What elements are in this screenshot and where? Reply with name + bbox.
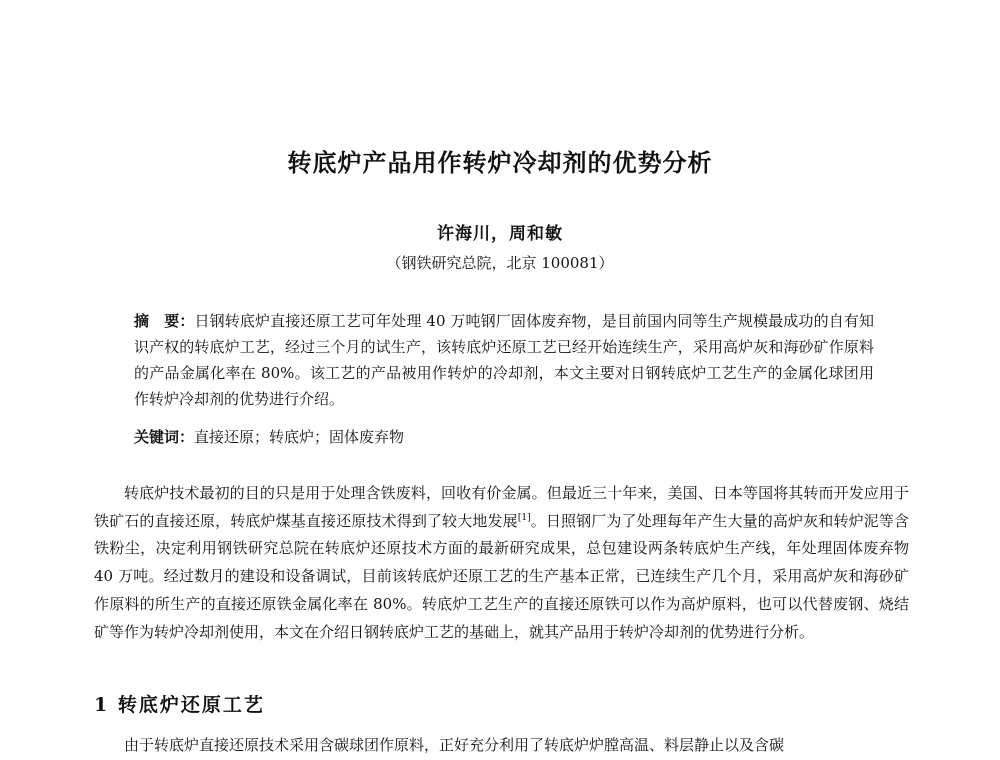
- section-1-heading: 1 转底炉还原工艺: [94, 694, 265, 716]
- intro-text-part1: 转底炉技术最初的目的只是用于处理含铁废料，回收有价金属。但最近三十年来，美国、日本等国将其转而开发应用于铁矿石的直接还原，转底炉煤基直接还原技术得到了较大地发展: [94, 484, 909, 530]
- keywords-label: 关键词：: [134, 428, 195, 446]
- intro-paragraph: [94, 480, 909, 646]
- paper-authors: 许海川，周和敏: [437, 224, 563, 244]
- paper-title: 转底炉产品用作转炉冷却剂的优势分析: [287, 149, 713, 177]
- section-1-paragraph: 由于转底炉直接还原技术采用含碳球团作原料，正好充分利用了转底炉炉膛高温、料层静止以及含碳: [124, 736, 785, 754]
- keywords: [134, 424, 874, 450]
- abstract-label: 摘 要：: [134, 312, 195, 330]
- intro-text-part2: 。日照钢厂为了处理每年产生大量的高炉灰和转炉泥等含铁粉尘，决定利用钢铁研究总院在转底炉还原技术方面的最新研究成果，总包建设两条转底炉生产线，年处理固体废弃物 40 万吨。经过数月的建设和设备调试，目前该转底炉还原工艺的生产基本正常，已连续生产几个月，采用高炉灰和海砂矿作原料的所生产的直接还原铁金属化率在 80%。转底炉工艺生产的直接还原铁可以作为高炉原料，也可以代替废钢、烧结矿等作为转炉冷却剂使用，本文在介绍日钢转底炉工艺的基础上，就其产品用于转炉冷却剂的优势进行分析。: [94, 511, 909, 641]
- intro-citation[interactable]: [1]: [517, 512, 531, 523]
- paper-affiliation: （钢铁研究总院，北京 100081）: [386, 254, 614, 272]
- abstract: [134, 308, 874, 412]
- abstract-text: 日钢转底炉直接还原工艺可年处理 40 万吨钢厂固体废弃物，是目前国内同等生产规模最成功的自有知识产权的转底炉工艺，经过三个月的试生产，该转底炉还原工艺已经开始连续生产，采用高炉灰和海砂矿作原料的产品金属化率在 80%。该工艺的产品被用作转炉的冷却剂，本文主要对日钢转底炉工艺生产的金属化球团用作转炉冷却剂的优势进行介绍。: [134, 312, 874, 408]
- keywords-text: 直接还原；转底炉；固体废弃物: [194, 428, 405, 446]
